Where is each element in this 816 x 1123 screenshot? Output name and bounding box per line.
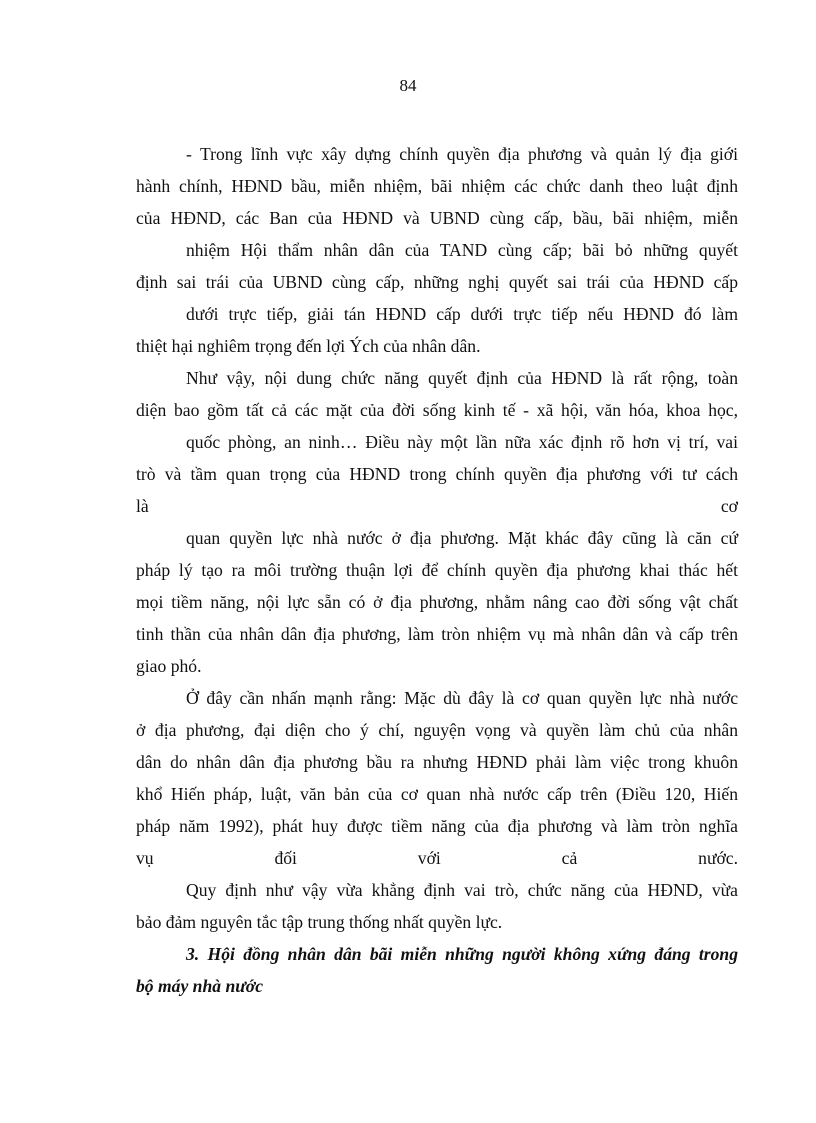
- text-line: pháp lý tạo ra môi trường thuận lợi để chính quyền địa phương khai thác hết: [136, 560, 738, 580]
- page-number: 84: [399, 76, 417, 95]
- section-heading-line: bộ máy nhà nước: [136, 976, 264, 996]
- text-line: hành chính, HĐND bầu, miễn nhiệm, bãi nhiệm các chức danh theo luật định: [136, 176, 738, 196]
- text-line: định sai trái của UBND cùng cấp, những nghị quyết sai trái của HĐND cấp: [136, 272, 738, 292]
- text-line: Quy định như vậy vừa khẳng định vai trò, chức năng của HĐND, vừa: [186, 880, 738, 900]
- text-line: của HĐND, các Ban của HĐND và UBND cùng cấp, bầu, bãi nhiệm, miễn: [136, 208, 738, 228]
- text-line: Như vậy, nội dung chức năng quyết định của HĐND là rất rộng, toàn: [186, 368, 738, 388]
- text-line: bảo đảm nguyên tắc tập trung thống nhất quyền lực.: [136, 912, 503, 932]
- text-line: mọi tiềm năng, nội lực sẵn có ở địa phương, nhằm nâng cao đời sống vật chất: [136, 592, 738, 612]
- text-line: tinh thần của nhân dân địa phương, làm tròn nhiệm vụ mà nhân dân và cấp trên: [136, 624, 738, 644]
- text-line: quan quyền lực nhà nước ở địa phương. Mặt khác đây cũng là căn cứ: [186, 528, 738, 548]
- text-line: pháp năm 1992), phát huy được tiềm năng của địa phương và làm tròn nghĩa: [136, 816, 738, 836]
- text-line: thiệt hại nghiêm trọng đến lợi Ých của nhân dân.: [136, 336, 481, 356]
- text-line: - Trong lĩnh vực xây dựng chính quyền địa phương và quản lý địa giới: [186, 144, 738, 164]
- text-line: vụ đối với cả nước.: [136, 848, 738, 868]
- text-line: Ở đây cần nhấn mạnh rằng: Mặc dù đây là cơ quan quyền lực nhà nước: [186, 688, 738, 708]
- text-line: diện bao gồm tất cả các mặt của đời sống kinh tế - xã hội, văn hóa, khoa học,: [136, 400, 738, 420]
- section-heading-line: 3. Hội đồng nhân dân bãi miễn những người không xứng đáng trong: [186, 944, 738, 964]
- text-line: nhiệm Hội thẩm nhân dân của TAND cùng cấp; bãi bỏ những quyết: [186, 240, 738, 260]
- text-line: trò và tầm quan trọng của HĐND trong chính quyền địa phương với tư cách: [136, 464, 738, 484]
- text-line: quốc phòng, an ninh… Điều này một lần nữa xác định rõ hơn vị trí, vai: [186, 432, 738, 452]
- text-line: dân do nhân dân địa phương bầu ra nhưng HĐND phải làm việc trong khuôn: [136, 752, 738, 772]
- text-line: ở địa phương, đại diện cho ý chí, nguyện vọng và quyền làm chủ của nhân: [136, 720, 738, 740]
- text-line: là cơ: [136, 496, 738, 516]
- text-line: dưới trực tiếp, giải tán HĐND cấp dưới trực tiếp nếu HĐND đó làm: [186, 304, 738, 324]
- text-line: giao phó.: [136, 656, 202, 676]
- text-line: khổ Hiến pháp, luật, văn bản của cơ quan nhà nước cấp trên (Điều 120, Hiến: [136, 784, 738, 804]
